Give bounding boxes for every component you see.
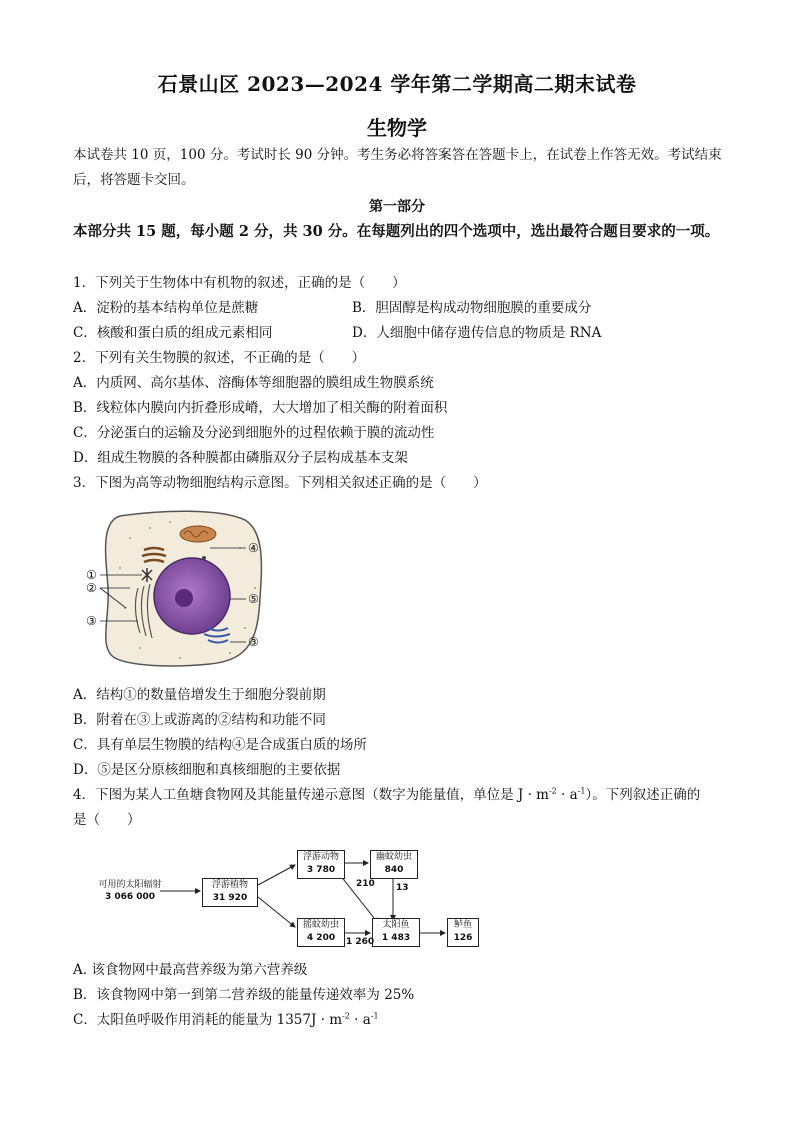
q4-stem-text-c: ）。下列叙述正确的: [585, 787, 701, 803]
q4-option-c-text-b: · a: [349, 1012, 371, 1028]
q4-option-c-text-a: C．太阳鱼呼吸作用消耗的能量为 1357J · m: [73, 1012, 343, 1028]
perch-value: 126: [453, 933, 473, 943]
cell-label-3-right: ③: [248, 635, 259, 649]
chiro-node: [297, 918, 345, 947]
phyto-value: 31 920: [212, 893, 248, 903]
zoo-node: [297, 850, 345, 879]
q4-option-a: A. 该食物网中最高营养级为第六营养级: [73, 962, 308, 978]
q2-option-d: D．组成生物膜的各种膜都由磷脂双分子层构成基本支架: [73, 450, 408, 466]
q4-option-c-sup1: -2: [342, 1011, 350, 1021]
link-1260: 1 260: [346, 937, 375, 947]
q1-option-d: D．人细胞中储存遗传信息的物质是 RNA: [352, 325, 602, 341]
chiro-value: 4 200: [306, 933, 336, 943]
q3-option-b: B．附着在③上或游离的②结构和功能不同: [73, 712, 326, 728]
arrow-phyto-zoo: [258, 865, 295, 885]
sun-label: 可用的太阳辐射: [98, 880, 162, 890]
cell-label-4: ④: [248, 541, 259, 555]
q2-option-c: C．分泌蛋白的运输及分泌到细胞外的过程依赖于膜的流动性: [73, 425, 435, 441]
q1-option-c: C．核酸和蛋白质的组成元素相同: [73, 325, 273, 341]
q1-stem: 1．下列关于生物体中有机物的叙述，正确的是（ ）: [73, 275, 406, 291]
sunfish-node: [372, 918, 420, 947]
sunfish-value: 1 483: [381, 933, 411, 943]
midge-label: 幽蚊幼虫: [375, 852, 412, 862]
phyto-label: 浮游植物: [211, 880, 248, 890]
q3-stem: 3．下图为高等动物细胞结构示意图。下列相关叙述正确的是（ ）: [73, 475, 487, 491]
midge-value: 840: [384, 865, 404, 875]
mitochondrion: [180, 526, 216, 542]
q2-option-b: B．线粒体内膜向内折叠形成嵴，大大增加了相关酶的附着面积: [73, 400, 448, 416]
phyto-node: [202, 878, 258, 907]
q4-stem-text-a: 4．下图为某人工鱼塘食物网及其能量传递示意图（数字为能量值，单位是 J · m: [73, 787, 549, 803]
cell-label-5: ⑤: [248, 592, 259, 606]
cell-label-1: ①: [86, 568, 97, 582]
perch-node: [447, 918, 479, 947]
perch-label: 鲈鱼: [453, 920, 472, 930]
q2-option-a: A．内质网、高尔基体、溶酶体等细胞器的膜组成生物膜系统: [73, 375, 434, 391]
animal-cell-diagram: [80, 508, 280, 670]
q3-option-d: D．⑤是区分原核细胞和真核细胞的主要依据: [73, 762, 341, 778]
nucleolus: [175, 589, 193, 607]
q1-option-b: B．胆固醇是构成动物细胞膜的重要成分: [352, 300, 592, 316]
q4-stem-line2: 是（ ）: [73, 812, 141, 828]
exam-intro: 本试卷共 10 页，100 分。考试时长 90 分钟。考生务必将答案答在答题卡上，在试卷上作答无效。考试结束后，将答题卡交回。: [73, 147, 722, 188]
link-13: 13: [396, 883, 409, 893]
section-instructions: 本部分共 15 题，每小题 2 分，共 30 分。在每题列出的四个选项中，选出最符合题目要求的一项。: [73, 223, 720, 240]
exam-subject: 生物学: [367, 116, 427, 140]
q1-option-a: A．淀粉的基本结构单位是蔗糖: [73, 300, 259, 316]
sunfish-label: 太阳鱼: [382, 920, 410, 930]
cell-label-2: ②: [86, 581, 97, 595]
cell-label-3-left: ③: [86, 614, 97, 628]
exam-title: 石景山区 2023—2024 学年第二学期高二期末试卷: [157, 72, 637, 96]
zoo-label: 浮游动物: [302, 852, 339, 862]
section-title: 第一部分: [369, 199, 425, 215]
food-web-diagram: [90, 845, 490, 950]
q3-option-a: A．结构①的数量倍增发生于细胞分裂前期: [73, 687, 326, 703]
midge-node: [370, 850, 418, 879]
sun-node: [90, 879, 170, 903]
q4-option-b: B．该食物网中第一到第二营养级的能量传递效率为 25%: [73, 987, 415, 1003]
sun-value: 3 066 000: [104, 892, 156, 902]
q4-stem-text-b: · a: [556, 787, 578, 803]
q4-option-c-sup2: -1: [370, 1011, 379, 1021]
q4-stem-sup1: -2: [548, 786, 557, 796]
link-210: 210: [356, 879, 375, 889]
q4-stem-line1: [73, 783, 700, 803]
q4-stem-sup2: -1: [577, 786, 586, 796]
q3-option-c: C．具有单层生物膜的结构④是合成蛋白质的场所: [73, 737, 367, 753]
q2-stem: 2．下列有关生物膜的叙述，不正确的是（ ）: [73, 350, 366, 366]
q4-option-c: [73, 1008, 379, 1028]
zoo-value: 3 780: [306, 865, 336, 875]
chiro-label: 摇蚊幼虫: [302, 920, 339, 930]
arrow-phyto-chiro: [258, 897, 295, 927]
